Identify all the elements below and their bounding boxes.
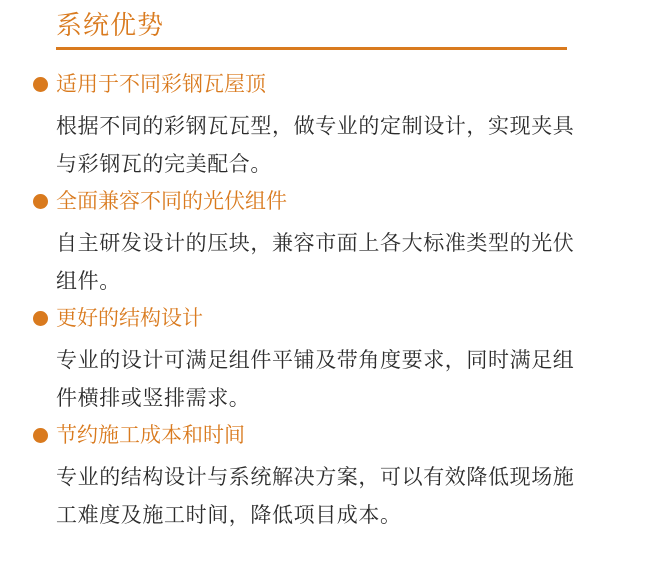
advantage-item [30,420,590,534]
advantage-heading: 适用于不同彩钢瓦屋顶 [56,72,266,96]
advantage-heading: 全面兼容不同的光伏组件 [56,189,287,213]
page-title: 系统优势 [56,11,165,41]
advantage-item [30,186,590,300]
bullet-dot-icon [33,77,48,92]
advantage-description: 自主研发设计的压块，兼容市面上各大标准类型的光伏组件。 [56,231,575,293]
advantage-heading-row [30,420,590,450]
advantage-item [30,303,590,417]
advantage-heading-row [30,69,590,99]
advantage-description: 专业的设计可满足组件平铺及带角度要求，同时满足组件横排或竖排需求。 [56,348,575,410]
advantage-description: 根据不同的彩钢瓦瓦型，做专业的定制设计，实现夹具与彩钢瓦的完美配合。 [56,114,575,176]
title-underline [56,47,567,50]
advantage-heading: 节约施工成本和时间 [56,423,245,447]
advantage-item [30,69,590,183]
advantage-heading-row [30,303,590,333]
bullet-dot-icon [33,311,48,326]
advantage-heading-row [30,186,590,216]
advantage-description: 专业的结构设计与系统解决方案，可以有效降低现场施工难度及施工时间，降低项目成本。 [56,465,575,527]
advantage-heading: 更好的结构设计 [56,306,203,330]
bullet-dot-icon [33,428,48,443]
bullet-dot-icon [33,194,48,209]
